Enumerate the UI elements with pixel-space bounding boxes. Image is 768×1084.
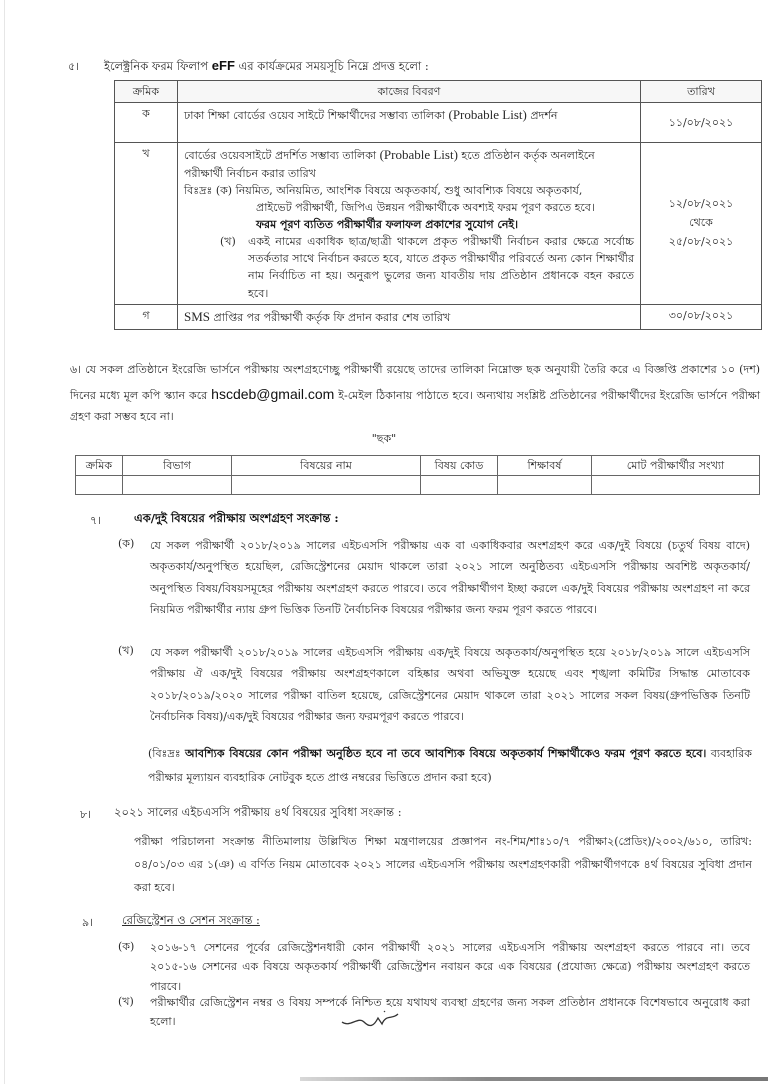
desc-latin: (Probable List) [379, 147, 458, 163]
row-date: ৩০/০৮/২০২১ [641, 304, 762, 329]
row-description [178, 304, 641, 329]
desc-text-post: প্রাপ্তির পর পরীক্ষার্থী কর্তৃক ফি প্রদান করার শেষ তারিখ [213, 310, 451, 324]
section7-title: এক/দুই বিষয়ের পরীক্ষায় অংশগ্রহণ সংক্রান্ত : [134, 511, 339, 525]
desc-latin: (Probable List) [448, 107, 527, 123]
section9-title: রেজিস্ট্রেশন ও সেশন সংক্রান্ত : [122, 913, 260, 927]
row-date: ১১/০৮/২০২১ [641, 103, 762, 143]
header-description: কাজের বিবরণ [178, 81, 641, 103]
chhok-header: বিষয়ের নাম [232, 456, 421, 476]
desc-line1 [184, 145, 634, 165]
note-bold: আবশ্যিক বিষয়ের কোন পরীক্ষা অনুষ্ঠিত হবে না তবে আবশ্যিক বিষয়ে অকৃতকার্য শিক্ষার্থীকেও ফরম পূরণ করতে হবে। [185, 747, 707, 760]
header-serial: ক্রমিক [115, 81, 178, 103]
empty-cell [592, 476, 760, 495]
section7-a-mark: (ক) [118, 537, 135, 550]
empty-cell [76, 476, 123, 495]
desc-text: ঢাকা শিক্ষা বোর্ডের ওয়েব সাইটে শিক্ষার্থীদের সম্ভাব্য তালিকা [184, 109, 445, 123]
row-serial: গ [115, 304, 178, 329]
scan-edge [4, 0, 5, 1084]
note-label: বিঃদ্রঃ [184, 184, 213, 198]
schedule-header-row [115, 81, 762, 103]
chhok-table [75, 455, 760, 495]
date-sep: থেকে [689, 215, 713, 229]
desc-latin: SMS [184, 308, 211, 324]
section7-number: ৭। [90, 514, 102, 527]
eff-brand: eFF [211, 58, 235, 73]
chhok-empty-row [76, 476, 760, 495]
desc-text-post: হতে প্রতিষ্ঠান কর্তৃক অনলাইনে [461, 149, 595, 163]
section9-b-mark: (খ) [118, 995, 134, 1008]
chhok-label: "ছক" [371, 432, 397, 445]
row-description [178, 143, 641, 305]
row-description [178, 103, 641, 143]
section7-b-mark: (খ) [118, 644, 134, 657]
row-serial: খ [115, 143, 178, 305]
note-b-text: একই নামের একাধিক ছাত্র/ছাত্রী থাকলে প্রকৃত পরীক্ষার্থী নির্বাচন করার ক্ষেত্রে সর্বোচ্চ সতর্কতার সাথে নির্বাচন করতে হবে, যাতে প্রকৃত পরীক্ষার্থীর পরিবর্তে অন্য কোন শিক্ষার্থীর নাম নির্বাচিত না হয়। অনুরূপ ভুলের জন্য যাবতীয় দায় প্রতিষ্ঠান প্রধানকে বহন করতে হবে। [248, 235, 634, 300]
chhok-header: ক্রমিক [76, 456, 123, 476]
note-a-bold: ফরম পূরণ ব্যতিত পরীক্ষার্থীর ফলাফল প্রকাশের সুযোগ নেই। [256, 218, 519, 232]
note-a-text1: নিয়মিত, অনিয়মিত, আংশিক বিষয়ে অকৃতকার্য, শুধু আবশ্যিক বিষয়ে অকৃতকার্য, [235, 184, 583, 198]
empty-cell [498, 476, 592, 495]
note-a [184, 182, 634, 199]
section9-a-text: ২০১৬-১৭ সেশনের পূর্বের রেজিস্ট্রেশনধারী কোন পরীক্ষার্থী ২০২১ সালের এইচএসসি পরীক্ষায় অংশগ্রহণ করতে পারবে না। তবে ২০১৫-১৬ সেশনের এক বিষয়ে অকৃতকার্য পরীক্ষার্থী রেজিস্ট্রেশন নবায়ন করে এক বিষয়ের (প্রযোজ্য ক্ষেত্রে) পরীক্ষায় অংশগ্রহণ করতে পারবে। [150, 941, 750, 993]
section7-a-text: যে সকল পরীক্ষার্থী ২০১৮/২০১৯ সালের এইচএসসি পরীক্ষায় এক বা একাধিকবার অংশগ্রহণ করে এক/দুই বিষয়ে (চতুর্থ বিষয় বাদে) অকৃতকার্য/অনুপস্থিত হয়েছিল, রেজিস্ট্রেশনের মেয়াদ থাকলে তারা ২০২১ সালে অনুষ্ঠিতব্য এইচএসসি পরীক্ষায় অবশিষ্ট অকৃতকার্য/অনুপস্থিত বিষয়/বিষয়সমূহের পরীক্ষায় অংশগ্রহণ করতে পারবে। তবে পরীক্ষার্থীগণ ইচ্ছা করলে এক/দুই বিষয়ের পরীক্ষায় অংশগ্রহণ না করে নিয়মিত পরীক্ষার্থীর ন্যায় গ্রুপ ভিত্তিক তিনটি নৈর্বাচনিক বিষয়ের পরীক্ষার জন্য ফরম পূরণ করতে পারবে। [150, 539, 750, 617]
section6-text-post: ই-মেইল ঠিকানায় পাঠাতে হবে। অন্যথায় সংশ্লিষ্ট প্রতিষ্ঠানের পরীক্ষার্থীদের ইংরেজি ভার্সনে পরীক্ষা গ্রহণ করা সম্ভব হবে না। [70, 388, 761, 424]
signature [340, 1008, 400, 1037]
date-from: ১২/০৮/২০২১ [668, 197, 734, 211]
section5-title-pre: ইলেক্ট্রনিক ফরম ফিলাপ [104, 59, 209, 73]
chhok-header-row [76, 456, 760, 476]
section9-b-text: পরীক্ষার্থীর রেজিস্ট্রেশন নম্বর ও বিষয় সম্পর্কে নিশ্চিত হয়ে যথাযথ ব্যবস্থা গ্রহণের জন্য সকল প্রতিষ্ঠান প্রধানকে বিশেষভাবে অনুরোধ করা হলো। [150, 996, 750, 1029]
section8-title: ২০২১ সালের এইচএসসি পরীক্ষায় ৪র্থ বিষয়ের সুবিধা সংক্রান্ত : [114, 805, 402, 819]
empty-cell [123, 476, 232, 495]
section5-title [104, 56, 429, 76]
date-to: ২৫/০৮/২০২১ [668, 234, 734, 248]
table-row [115, 304, 762, 329]
table-row [115, 103, 762, 143]
chhok-header: বিষয় কোড [421, 456, 498, 476]
section9-number: ৯। [82, 916, 94, 929]
section5-number: ৫। [68, 60, 80, 73]
row-serial: ক [115, 103, 178, 143]
table-row [115, 143, 762, 305]
note-a-mark: (ক) [215, 184, 233, 198]
note-post: ব্যবহারিক পরীক্ষার মূল্যায়ন ব্যবহারিক নোটবুক হতে প্রাপ্ত নম্বরের ভিত্তিতে প্রদান করা হবে) [148, 747, 752, 784]
section6-text [70, 360, 760, 428]
header-date: তারিখ [641, 81, 762, 103]
note-b [184, 233, 634, 301]
signature-scribble-icon [340, 1008, 400, 1032]
section9-a-mark: (ক) [118, 940, 135, 953]
chhok-header: বিভাগ [123, 456, 232, 476]
section5-title-post: এর কার্যক্রমের সময়সূচি নিম্নে প্রদত্ত হলো : [238, 59, 429, 73]
section6-text-pre: ৬। যে সকল প্রতিষ্ঠানে ইংরেজি ভার্সনে পরীক্ষায় অংশগ্রহণেচ্ছু পরীক্ষার্থী রয়েছে তাদের তালিকা নিম্নোক্ত ছক অনুযায়ী তৈরি করে এ বিজ্ঞপ্তি প্রকাশের ১০ (দশ) দিনের মধ্যে মূল কপি স্ক্যান করে [70, 363, 760, 402]
row-date-range [641, 143, 762, 305]
scan-bottom-edge [300, 1077, 768, 1081]
desc-text: বোর্ডের ওয়েবসাইটে প্রদর্শিত সম্ভাব্য তালিকা [184, 149, 377, 163]
note-b-mark: (খ) [220, 235, 236, 249]
note-pre: (বিঃদ্রঃ [148, 747, 181, 760]
section7-b-text: যে সকল পরীক্ষার্থী ২০১৮/২০১৯ সালের এইচএসসি পরীক্ষায় এক/দুই বিষয়ে অকৃতকার্য/অনুপস্থিত হয়ে ২০১৮/২০১৯ সালে এইচএসসি পরীক্ষায় ঐ এক/দুই বিষয়ের পরীক্ষায় অংশগ্রহণকালে বহিষ্কার অথবা অভিযুক্ত হয়েছে এবং শৃঙ্খলা কমিটির সিদ্ধান্ত মোতাবেক ২০১৮/২০১৯/২০২০ সালের পরীক্ষা বাতিল হয়েছে, রেজিস্ট্রেশনের মেয়াদ থাকলে তারা ২০২১ সালের সকল বিষয়(গ্রুপভিত্তিক তিনটি নৈর্বাচনিক বিষয়)/এক/দুই বিষয়ের পরীক্ষার জন্য ফরমপূরণ করতে পারবে। [150, 646, 750, 724]
section8-text: পরীক্ষা পরিচালনা সংক্রান্ত নীতিমালায় উল্লিখিত শিক্ষা মন্ত্রণালয়ের প্রজ্ঞাপন নং-শিম/শাঃ১০/৭ পরীক্ষা২(প্রেডিং)/২০০২/৬১০, তারিখ: ০৪/০১/০৩ এর ১(ঞ) এ বর্ণিত নিয়ম মোতাবেক ২০২১ সালের এইচএসসি পরীক্ষায় অংশগ্রহণকারী পরীক্ষার্থীগণকে ৪র্থ বিষয়ের সুবিধা প্রদান করা হবে। [134, 835, 752, 895]
desc-line2: পরীক্ষার্থী নির্বাচন করার তারিখ [184, 167, 316, 181]
schedule-table [114, 80, 762, 330]
email-address[interactable]: hscdeb@gmail.com [211, 385, 335, 402]
section8-number: ৮। [80, 808, 92, 821]
note-a-text2: প্রাইভেট পরীক্ষার্থী, জিপিএ উন্নয়ন পরীক্ষার্থীকে অবশ্যই ফরম পূরণ করতে হবে। [256, 201, 595, 215]
empty-cell [421, 476, 498, 495]
chhok-header: শিক্ষাবর্ষ [498, 456, 592, 476]
section7-note [148, 742, 752, 789]
desc-text-post: প্রদর্শন [530, 109, 558, 123]
empty-cell [232, 476, 421, 495]
chhok-header: মোট পরীক্ষার্থীর সংখ্যা [592, 456, 760, 476]
